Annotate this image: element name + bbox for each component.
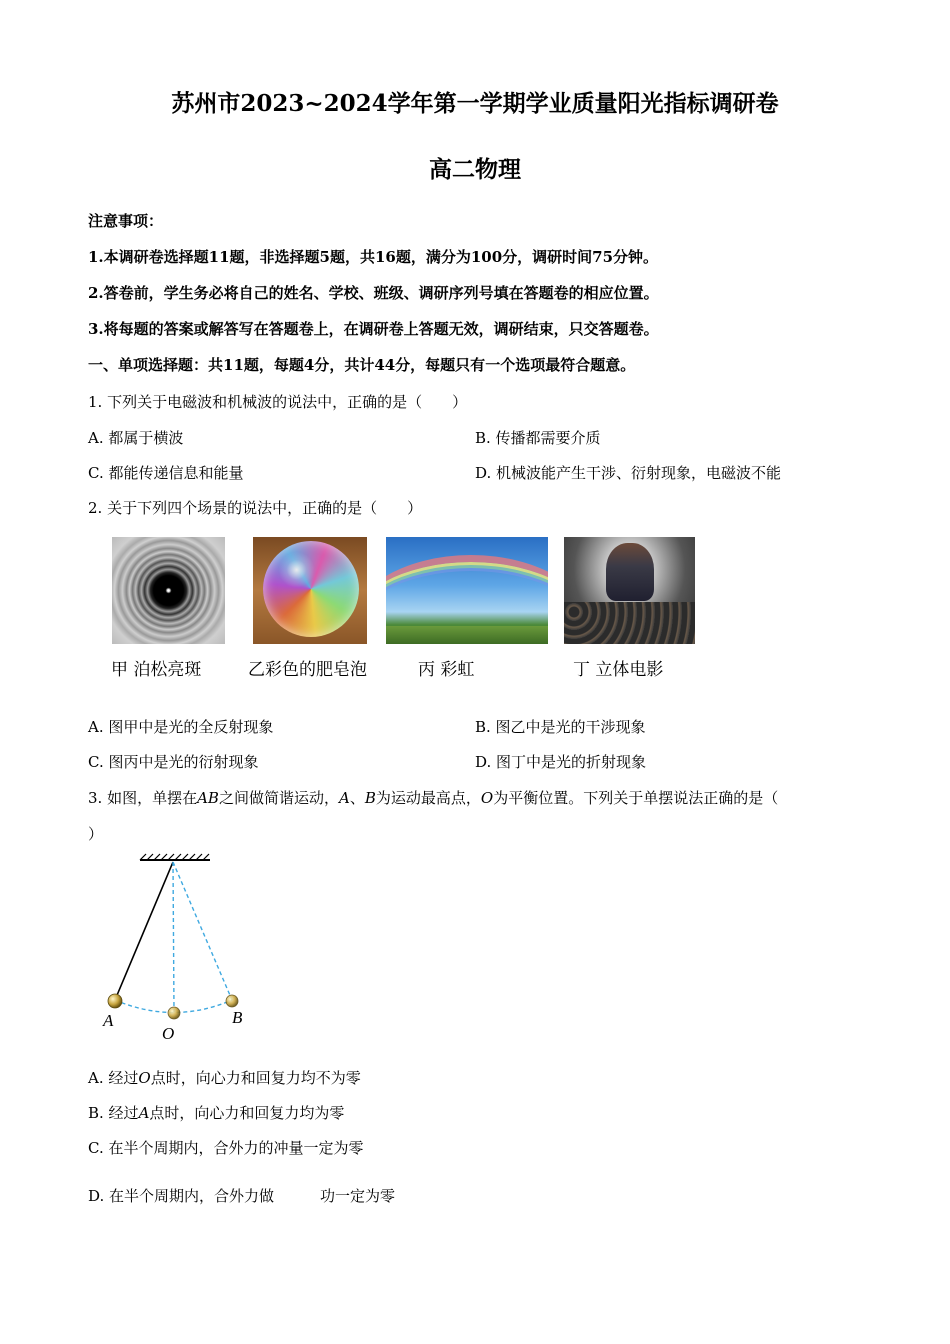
q1-option-d: D. 机械波能产生干涉、衍射现象，电磁波不能 (475, 464, 782, 482)
section-heading: 一、单项选择题：共11题，每题4分，共计44分，每题只有一个选项最符合题意。 (88, 356, 636, 374)
q2-option-c: C. 图丙中是光的衍射现象 (88, 753, 259, 771)
q1-option-a: A. 都属于横波 (88, 429, 184, 447)
page-title: 苏州市2023~2024学年第一学期学业质量阳光指标调研卷 (171, 90, 779, 117)
q3-option-d (88, 1186, 395, 1206)
q3-stem-part: 为平衡位置。下列关于单摆说法正确的是（ (493, 789, 779, 807)
q3-stem-end: ） (88, 825, 104, 843)
bubble-shape (263, 541, 359, 637)
q3-option-b (88, 1103, 344, 1123)
q3-a-post: 点时，向心力和回复力均不为零 (150, 1069, 361, 1087)
caption-bing: 丙 彩虹 (418, 660, 475, 680)
ground-strip (386, 626, 548, 644)
q3-var-b: B (364, 789, 376, 807)
bob-a (108, 994, 122, 1008)
q3-option-a (88, 1068, 361, 1088)
dashed-string-o (173, 862, 174, 1012)
notice-heading: 注意事项： (88, 212, 164, 230)
q3-stem-part: 3. 如图，单摆在 (88, 789, 198, 807)
poisson-spot-image (112, 537, 225, 644)
q3-var-ab: AB (197, 789, 219, 807)
label-b: B (232, 1008, 243, 1027)
q3-b-post: 点时，向心力和回复力均为零 (149, 1104, 345, 1122)
q3-b-var: A (138, 1104, 150, 1122)
q2-option-d: D. 图丁中是光的折射现象 (475, 753, 647, 771)
notice-item: 3.将每题的答案或解答写在答题卷上，在调研卷上答题无效，调研结束，只交答题卷。 (88, 320, 659, 338)
q3-var-a: A (338, 789, 350, 807)
bob-b (226, 995, 238, 1007)
pendulum-string (115, 862, 173, 1000)
3d-movie-image (564, 537, 695, 644)
bob-o (168, 1007, 180, 1019)
q2-option-b: B. 图乙中是光的干涉现象 (475, 718, 646, 736)
q3-stem-part: 为运动最高点， (375, 789, 481, 807)
notice-item: 2.答卷前，学生务必将自己的姓名、学校、班级、调研序列号填在答题卷的相应位置。 (88, 284, 659, 302)
screen-figure (606, 543, 654, 601)
q2-option-a: A. 图甲中是光的全反射现象 (88, 718, 274, 736)
q3-d-pre: D. 在半个周期内，合外力做 (88, 1187, 275, 1205)
q3-b-pre: B. 经过 (88, 1104, 139, 1122)
label-o: O (162, 1024, 175, 1043)
question-2-stem: 2. 关于下列四个场景的说法中，正确的是（ ） (88, 499, 423, 517)
q1-option-b: B. 传播都需要介质 (475, 429, 601, 447)
question-1-stem: 1. 下列关于电磁波和机械波的说法中，正确的是（ ） (88, 393, 468, 411)
q3-stem-part: 之间做简谐运动， (218, 789, 339, 807)
pendulum-diagram (95, 850, 275, 1050)
page-subtitle: 高二物理 (429, 156, 521, 183)
rainbow-image (386, 537, 548, 644)
q3-option-c: C. 在半个周期内，合外力的冲量一定为零 (88, 1139, 364, 1157)
q3-var-o: O (480, 789, 494, 807)
dashed-string-b (173, 862, 232, 1000)
q1-option-c: C. 都能传递信息和能量 (88, 464, 244, 482)
caption-ding: 丁 立体电影 (573, 660, 664, 680)
q3-a-var: O (138, 1069, 151, 1087)
q3-a-pre: A. 经过 (88, 1069, 139, 1087)
caption-jia: 甲 泊松亮斑 (111, 660, 202, 680)
q3-stem-part: 、 (349, 789, 365, 807)
q3-d-post: 功一定为零 (320, 1187, 396, 1205)
soap-bubble-image (253, 537, 367, 644)
caption-yi: 乙彩色的肥皂泡 (248, 660, 367, 680)
label-a: A (103, 1011, 114, 1030)
notice-item: 1.本调研卷选择题11题，非选择题5题，共16题，满分为100分，调研时间75分钟。 (88, 248, 659, 266)
question-3-stem (88, 788, 778, 808)
audience (564, 602, 695, 644)
